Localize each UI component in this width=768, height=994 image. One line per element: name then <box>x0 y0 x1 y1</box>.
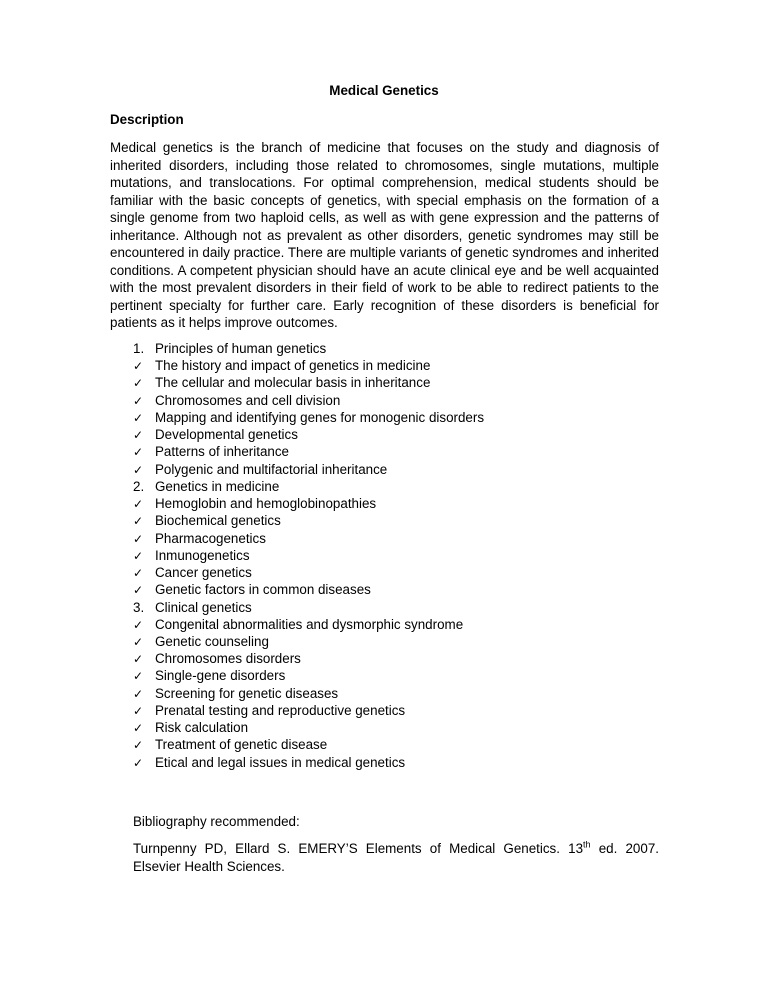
outline-item <box>133 633 484 650</box>
outline-item-text: Genetics in medicine <box>155 478 280 494</box>
checkmark-icon: ✓ <box>133 376 144 391</box>
outline-item <box>133 478 484 495</box>
outline-number: 1. <box>133 341 145 356</box>
outline-item <box>133 495 484 512</box>
outline-item <box>133 650 484 667</box>
checkmark-icon: ✓ <box>133 703 144 718</box>
description-paragraph: Medical genetics is the branch of medicine that focuses on the study and diagnosis of inherited disorders, including those related to chromosomes, single mutations, multiple mutations, and translocations. For optimal comprehension, medical students should be familiar with the basic concepts of genetics, with special emphasis on the formation of a single genome from two haploid cells, as well as with gene expression and the patterns of inheritance. Although not as prevalent as other disorders, genetic syndromes may still be encountered in daily practice. There are multiple variants of genetic syndromes and inherited conditions. A competent physician should have an acute clinical eye and be well acquainted with the most prevalent disorders in their field of work to be able to redirect patients to the pertinent specialty for further care. Early recognition of these disorders is beneficial for patients as it helps improve outcomes. <box>110 140 659 330</box>
checkmark-icon: ✓ <box>133 393 144 408</box>
citation-text-end: ed. 2007. Elsevier Health Sciences. <box>133 841 659 874</box>
outline-item <box>133 426 484 443</box>
outline-item <box>133 547 484 564</box>
outline-item <box>133 392 484 409</box>
outline-item-text: Principles of human genetics <box>155 341 327 356</box>
outline-item <box>133 667 484 684</box>
outline-number: 3. <box>133 599 145 615</box>
citation-superscript: th <box>583 839 591 850</box>
outline-item-text: Risk calculation <box>155 720 249 736</box>
outline-item-text: Polygenic and multifactorial inheritance <box>155 461 388 477</box>
outline-item <box>133 581 484 598</box>
outline-item-text: The history and impact of genetics in medicine <box>155 358 431 374</box>
outline-item <box>133 736 484 753</box>
outline-item <box>133 512 484 529</box>
checkmark-icon: ✓ <box>133 497 144 512</box>
outline-item-text: Biochemical genetics <box>155 513 281 529</box>
checkmark-icon: ✓ <box>133 617 144 632</box>
outline-item <box>133 340 484 357</box>
checkmark-icon: ✓ <box>133 755 144 770</box>
checkmark-icon: ✓ <box>133 531 144 546</box>
outline-item-text: Mapping and identifying genes for monogenic disorders <box>155 409 485 425</box>
section-heading-description: Description <box>110 112 184 127</box>
outline-item-text: Screening for genetic diseases <box>155 685 339 701</box>
outline-item <box>133 443 484 460</box>
checkmark-icon: ✓ <box>133 738 144 753</box>
outline-item <box>133 599 484 616</box>
outline-item-text: Congenital abnormalities and dysmorphic syndrome <box>155 616 464 632</box>
citation-text: Turnpenny PD, Ellard S. EMERY’S Elements of Medical Genetics. 13 <box>133 841 584 856</box>
outline-item-text: Inmunogenetics <box>155 547 250 563</box>
outline-item <box>133 702 484 719</box>
outline-item-text: Single-gene disorders <box>155 668 286 684</box>
outline-item <box>133 685 484 702</box>
bibliography-citation <box>133 840 659 876</box>
outline-item <box>133 461 484 478</box>
outline-item-text: Pharmacogenetics <box>155 530 266 546</box>
checkmark-icon: ✓ <box>133 514 144 529</box>
outline-item <box>133 719 484 736</box>
bibliography-label: Bibliography recommended: <box>133 814 300 829</box>
outline-item-text: Genetic counseling <box>155 633 269 649</box>
outline-item-text: Etical and legal issues in medical genetics <box>155 754 406 770</box>
checkmark-icon: ✓ <box>133 652 144 667</box>
outline-item <box>133 357 484 374</box>
checkmark-icon: ✓ <box>133 428 144 443</box>
outline-item-text: Genetic factors in common diseases <box>155 582 371 598</box>
outline-item <box>133 564 484 581</box>
checkmark-icon: ✓ <box>133 462 144 477</box>
checkmark-icon: ✓ <box>133 583 144 598</box>
outline-item-text: Treatment of genetic disease <box>155 737 328 753</box>
outline-item <box>133 616 484 633</box>
course-outline-list <box>133 340 484 771</box>
outline-item <box>133 409 484 426</box>
outline-item <box>133 530 484 547</box>
checkmark-icon: ✓ <box>133 721 144 736</box>
checkmark-icon: ✓ <box>133 359 144 374</box>
checkmark-icon: ✓ <box>133 410 144 425</box>
outline-item-text: Cancer genetics <box>155 565 252 581</box>
outline-item-text: Hemoglobin and hemoglobinopathies <box>155 496 377 512</box>
outline-item-text: Chromosomes disorders <box>155 651 301 667</box>
checkmark-icon: ✓ <box>133 445 144 460</box>
outline-item-text: Clinical genetics <box>155 599 252 615</box>
checkmark-icon: ✓ <box>133 669 144 684</box>
checkmark-icon: ✓ <box>133 548 144 563</box>
outline-item-text: Prenatal testing and reproductive genetics <box>155 702 406 718</box>
outline-item-text: The cellular and molecular basis in inheritance <box>155 375 431 391</box>
checkmark-icon: ✓ <box>133 686 144 701</box>
outline-item-text: Developmental genetics <box>155 427 298 443</box>
outline-item <box>133 754 484 771</box>
checkmark-icon: ✓ <box>133 566 144 581</box>
outline-item <box>133 374 484 391</box>
document-title: Medical Genetics <box>329 83 439 98</box>
outline-item-text: Chromosomes and cell division <box>155 392 341 408</box>
checkmark-icon: ✓ <box>133 634 144 649</box>
outline-number: 2. <box>133 478 145 494</box>
outline-item-text: Patterns of inheritance <box>155 444 289 460</box>
